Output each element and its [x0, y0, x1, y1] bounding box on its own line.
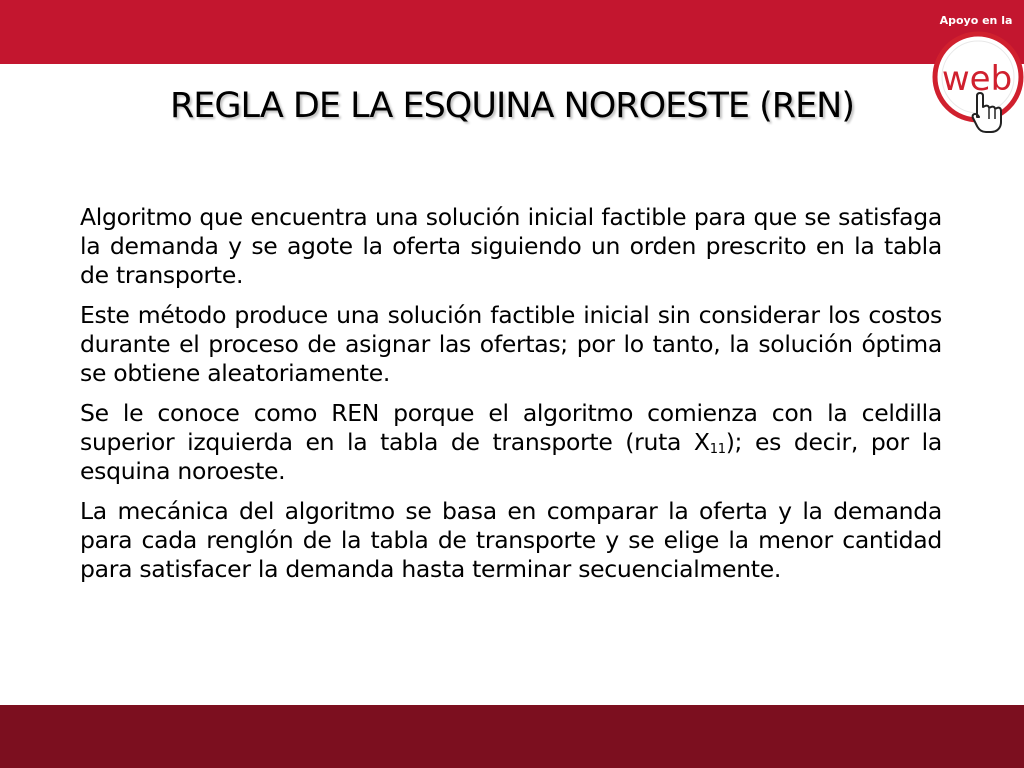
- top-banner: [0, 0, 1024, 64]
- paragraph-mechanics: La mecánica del algoritmo se basa en comparar la oferta y la demanda para cada renglón de la tabla de transporte y se elige la menor cantidad para satisfacer la demanda hasta terminar secuencialmente.: [80, 497, 942, 583]
- paragraph-method: Este método produce una solución factible inicial sin considerar los costos durante el proceso de asignar las ofertas; por lo tanto, la solución óptima se obtiene aleatoriamente.: [80, 301, 942, 387]
- logo-word: web: [941, 59, 1013, 99]
- logo-caption: Apoyo en la: [939, 14, 1013, 27]
- paragraph-name-origin: [80, 399, 942, 486]
- slide-body: [80, 203, 942, 595]
- bottom-banner: [0, 705, 1024, 768]
- paragraph-name-origin-end: ); es decir, por la esquina noroeste.: [80, 428, 942, 485]
- paragraph-name-origin-start: Se le conoce como REN porque el algoritmo comienza con la celdilla superior izquierda en la tabla de transporte (ruta X: [80, 399, 942, 456]
- paragraph-definition: Algoritmo que encuentra una solución inicial factible para que se satisfaga la demanda y se agote la oferta siguiendo un orden prescrito en la tabla de transporte.: [80, 203, 942, 289]
- route-subscript: 11: [709, 442, 726, 457]
- slide-title: REGLA DE LA ESQUINA NOROESTE (REN): [169, 86, 855, 126]
